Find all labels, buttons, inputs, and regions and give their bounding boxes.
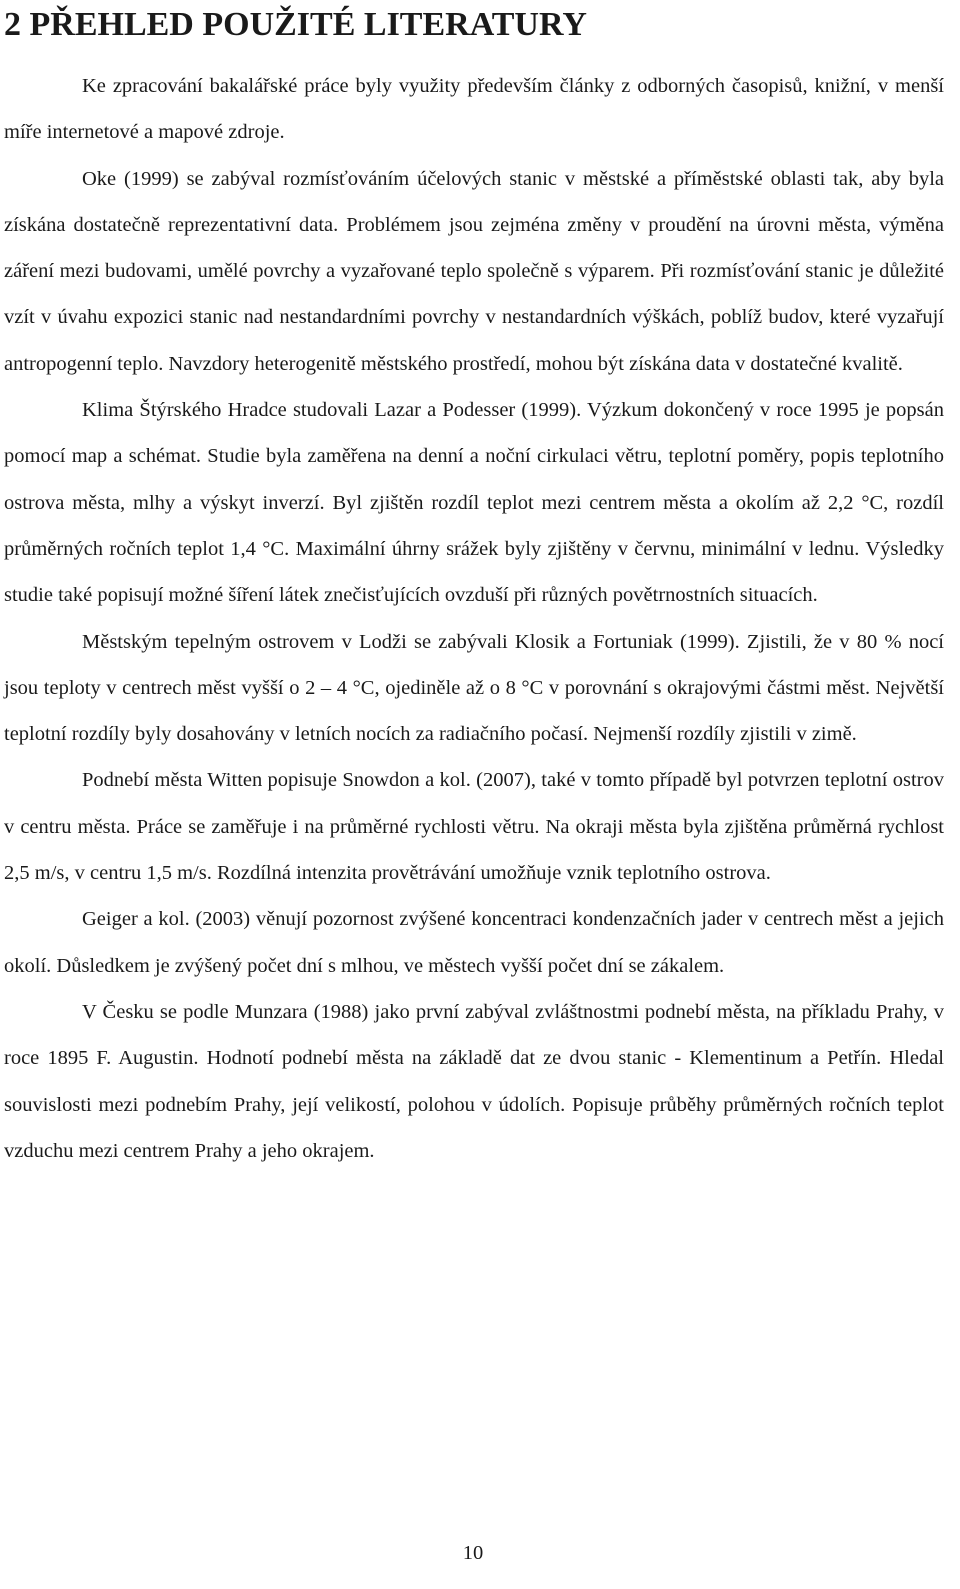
paragraph-oke: Oke (1999) se zabýval rozmísťováním účelových stanic v městské a příměstské oblasti tak, aby byla získána dostatečně reprezentativní data. Problémem jsou zejména změny v proudění na úrovni města, výměna záření mezi budovami, umělé povrchy a vyzařované teplo společně s výparem. Při rozmísťování stanic je důležité vzít v úvahu expozici stanic nad nestandardními povrchy v nestandardních výškách, poblíž budov, které vyzařují antropogenní teplo. Navzdory heterogenitě městského prostředí, mohou být získána data v dostatečné kvalitě. xyxy=(4,167,944,375)
page-number: 10 xyxy=(462,1542,484,1564)
paragraph-lodz: Městským tepelným ostrovem v Lodži se zabývali Klosik a Fortuniak (1999). Zjistili, že v 80 % nocí jsou teploty v centrech měst vyšší o 2 – 4 °C, ojediněle až o 8 °C v porovnání s okrajovými částmi měst. Největší teplotní rozdíly byly dosahovány v letních nocích za radiačního počasí. Nejmenší rozdíly zjistili v zimě. xyxy=(4,630,944,746)
paragraph-geiger: Geiger a kol. (2003) věnují pozornost zvýšené koncentraci kondenzačních jader v centrech měst a jejich okolí. Důsledkem je zvýšený počet dní s mlhou, ve městech vyšší počet dní se zákalem. xyxy=(4,908,944,977)
paragraph-stuttgart-graz: Klima Štýrského Hradce studovali Lazar a Podesser (1999). Výzkum dokončený v roce 1995 je popsán pomocí map a schémat. Studie byla zaměřena na denní a noční cirkulaci větru, teplotní poměry, popis teplotního ostrova města, mlhy a výskyt inverzí. Byl zjištěn rozdíl teplot mezi centrem města a okolím až 2,2 °C, rozdíl průměrných ročních teplot 1,4 °C. Maximální úhrny srážek byly zjištěny v červnu, minimální v lednu. Výsledky studie také popisují možné šíření látek znečisťujících ovzduší při různých povětrnostních situacích. xyxy=(4,399,944,607)
paragraph-prague: V Česku se podle Munzara (1988) jako první zabýval zvláštnostmi podnebí města, na příkladu Prahy, v roce 1895 F. Augustin. Hodnotí podnebí města na základě dat ze dvou stanic - Klementinum a Petřín. Hledal souvislosti mezi podnebím Prahy, její velikostí, polohou v údolích. Popisuje průběhy průměrných ročních teplot vzduchu mezi centrem Prahy a jeho okrajem. xyxy=(4,1000,944,1162)
chapter-heading: 2 PŘEHLED POUŽITÉ LITERATURY xyxy=(4,6,587,43)
paragraph-sources: Ke zpracování bakalářské práce byly využity především články z odborných časopisů, knižní, v menší míře internetové a mapové zdroje. xyxy=(4,75,944,144)
paragraph-witten: Podnebí města Witten popisuje Snowdon a kol. (2007), také v tomto případě byl potvrzen teplotní ostrov v centru města. Práce se zaměřuje i na průměrné rychlosti větru. Na okraji města byla zjištěna průměrná rychlost 2,5 m/s, v centru 1,5 m/s. Rozdílná intenzita provětrávání umožňuje vznik teplotního ostrova. xyxy=(4,769,944,885)
body-text xyxy=(4,63,944,1174)
